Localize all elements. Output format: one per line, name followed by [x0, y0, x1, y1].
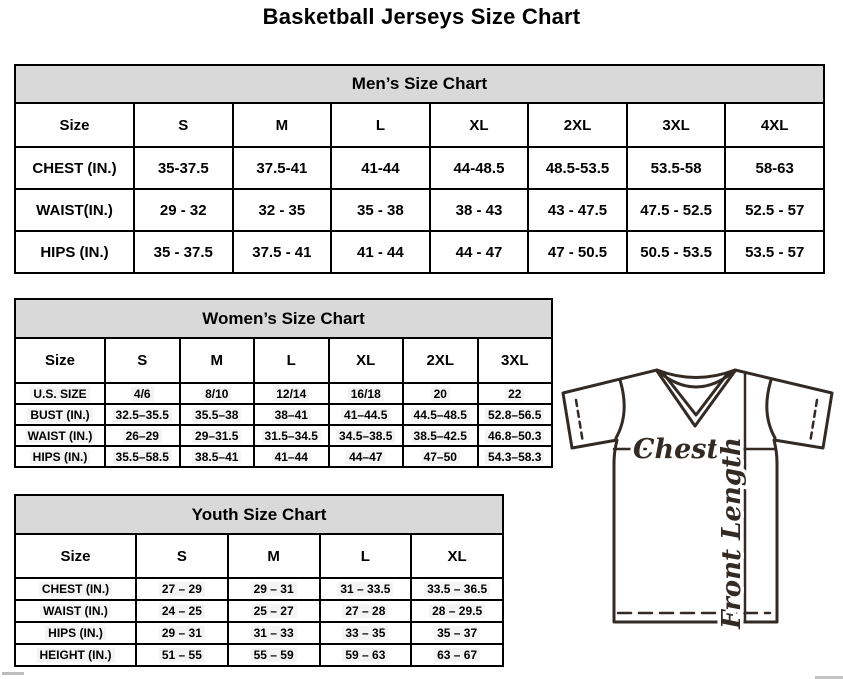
value-cell: 46.8–50.3 — [478, 425, 553, 446]
row-label-cell: WAIST(IN.) — [15, 189, 134, 231]
value-cell: 58-63 — [725, 147, 824, 189]
value-cell: 28 – 29.5 — [411, 600, 503, 622]
cropped-fragment-left — [2, 672, 24, 675]
value-cell: 4/6 — [105, 383, 180, 404]
value-cell: 22 — [478, 383, 553, 404]
size-cell: M — [228, 534, 320, 578]
value-cell: 33 – 35 — [320, 622, 412, 644]
size-cell: L — [331, 103, 430, 147]
mens-size-chart-table — [14, 64, 825, 274]
value-cell: 44–47 — [329, 446, 404, 467]
size-cell: S — [134, 103, 233, 147]
table-row — [15, 600, 503, 622]
value-cell: 41–44 — [254, 446, 329, 467]
value-cell: 27 – 29 — [136, 578, 228, 600]
value-cell: 53.5-58 — [627, 147, 726, 189]
value-cell: 52.8–56.5 — [478, 404, 553, 425]
size-cell: 2XL — [528, 103, 627, 147]
value-cell: 44-48.5 — [430, 147, 529, 189]
value-cell: 20 — [403, 383, 478, 404]
size-label-cell: Size — [15, 534, 136, 578]
row-label: BUST (IN.) — [27, 408, 92, 422]
value-cell: 33.5 – 36.5 — [411, 578, 503, 600]
right-armhole-seam — [767, 380, 775, 438]
value-cell: 35 - 37.5 — [134, 231, 233, 273]
value-cell: 38–41 — [254, 404, 329, 425]
size-cell: S — [136, 534, 228, 578]
value-cell: 29 - 32 — [134, 189, 233, 231]
value-cell: 29 – 31 — [136, 622, 228, 644]
table-header-row — [15, 65, 824, 103]
value-cell: 55 – 59 — [228, 644, 320, 666]
table-row — [15, 425, 552, 446]
value-cell: 34.5–38.5 — [329, 425, 404, 446]
value-cell: 44 - 47 — [430, 231, 529, 273]
value-cell: 52.5 - 57 — [725, 189, 824, 231]
row-label-cell — [15, 446, 105, 467]
row-label: WAIST (IN.) — [25, 429, 96, 443]
value-cell: 37.5 - 41 — [233, 231, 332, 273]
table-row — [15, 578, 503, 600]
table-row — [15, 644, 503, 666]
row-label-cell: HIPS (IN.) — [15, 231, 134, 273]
row-label: HIPS (IN.) — [45, 626, 106, 640]
mens-chart-title: Men’s Size Chart — [15, 65, 824, 103]
chest-label: Chest — [633, 434, 719, 465]
value-cell: 35 - 38 — [331, 189, 430, 231]
youth-chart-title: Youth Size Chart — [15, 495, 503, 534]
size-label-cell: Size — [15, 338, 105, 383]
jersey-measurement-diagram — [556, 358, 843, 630]
row-label: U.S. SIZE — [30, 387, 89, 401]
size-cell: L — [254, 338, 329, 383]
value-cell: 47–50 — [403, 446, 478, 467]
value-cell: 26–29 — [105, 425, 180, 446]
jersey-outline — [563, 370, 832, 622]
value-cell: 47.5 - 52.5 — [627, 189, 726, 231]
table-row — [15, 446, 552, 467]
value-cell: 38.5–41 — [180, 446, 255, 467]
left-armhole-seam — [616, 380, 624, 438]
row-label-cell: CHEST (IN.) — [15, 147, 134, 189]
value-cell: 51 – 55 — [136, 644, 228, 666]
size-header-row — [15, 103, 824, 147]
row-label: HEIGHT (IN.) — [37, 648, 115, 662]
value-cell: 35.5–38 — [180, 404, 255, 425]
value-cell: 48.5-53.5 — [528, 147, 627, 189]
table-row — [15, 383, 552, 404]
value-cell: 24 – 25 — [136, 600, 228, 622]
size-cell: XL — [411, 534, 503, 578]
row-label-cell — [15, 600, 136, 622]
row-label: WAIST (IN.) — [40, 604, 111, 618]
value-cell: 38.5–42.5 — [403, 425, 478, 446]
value-cell: 44.5–48.5 — [403, 404, 478, 425]
value-cell: 32.5–35.5 — [105, 404, 180, 425]
value-cell: 54.3–58.3 — [478, 446, 553, 467]
size-cell: M — [233, 103, 332, 147]
row-label-cell — [15, 425, 105, 446]
row-label-cell — [15, 644, 136, 666]
table-row — [15, 622, 503, 644]
youth-size-chart-table — [14, 494, 504, 667]
row-label-cell — [15, 622, 136, 644]
value-cell: 32 - 35 — [233, 189, 332, 231]
row-label-cell — [15, 404, 105, 425]
value-cell: 35.5–58.5 — [105, 446, 180, 467]
table-header-row — [15, 495, 503, 534]
value-cell: 59 – 63 — [320, 644, 412, 666]
row-label: HIPS (IN.) — [30, 450, 91, 464]
value-cell: 38 - 43 — [430, 189, 529, 231]
value-cell: 41 - 44 — [331, 231, 430, 273]
value-cell: 41-44 — [331, 147, 430, 189]
size-cell: 2XL — [403, 338, 478, 383]
value-cell: 12/14 — [254, 383, 329, 404]
size-header-row — [15, 534, 503, 578]
value-cell: 37.5-41 — [233, 147, 332, 189]
value-cell: 8/10 — [180, 383, 255, 404]
value-cell: 35-37.5 — [134, 147, 233, 189]
row-label: CHEST (IN.) — [39, 582, 112, 596]
front-length-label: Front Length — [717, 437, 747, 629]
size-cell: 3XL — [627, 103, 726, 147]
size-header-row — [15, 338, 552, 383]
value-cell: 63 – 67 — [411, 644, 503, 666]
left-sleeve-dashed-line — [576, 400, 583, 443]
value-cell: 27 – 28 — [320, 600, 412, 622]
page-title: Basketball Jerseys Size Chart — [262, 4, 581, 29]
row-label-cell — [15, 383, 105, 404]
size-cell: XL — [329, 338, 404, 383]
size-cell: L — [320, 534, 412, 578]
size-cell: 4XL — [725, 103, 824, 147]
table-row — [15, 404, 552, 425]
table-row — [15, 231, 824, 273]
table-row — [15, 189, 824, 231]
womens-chart-title: Women’s Size Chart — [15, 299, 552, 338]
value-cell: 16/18 — [329, 383, 404, 404]
value-cell: 53.5 - 57 — [725, 231, 824, 273]
value-cell: 50.5 - 53.5 — [627, 231, 726, 273]
value-cell: 31 – 33.5 — [320, 578, 412, 600]
value-cell: 43 - 47.5 — [528, 189, 627, 231]
value-cell: 31.5–34.5 — [254, 425, 329, 446]
value-cell: 31 – 33 — [228, 622, 320, 644]
value-cell: 35 – 37 — [411, 622, 503, 644]
size-cell: XL — [430, 103, 529, 147]
value-cell: 25 – 27 — [228, 600, 320, 622]
size-cell: M — [180, 338, 255, 383]
size-cell: S — [105, 338, 180, 383]
size-label-cell: Size — [15, 103, 134, 147]
size-cell: 3XL — [478, 338, 553, 383]
value-cell: 29–31.5 — [180, 425, 255, 446]
womens-size-chart-table — [14, 298, 553, 468]
table-row — [15, 147, 824, 189]
right-sleeve-dashed-line — [810, 400, 817, 443]
value-cell: 29 – 31 — [228, 578, 320, 600]
table-header-row — [15, 299, 552, 338]
collar-back-arc — [657, 370, 735, 378]
value-cell: 47 - 50.5 — [528, 231, 627, 273]
value-cell: 41–44.5 — [329, 404, 404, 425]
row-label-cell — [15, 578, 136, 600]
